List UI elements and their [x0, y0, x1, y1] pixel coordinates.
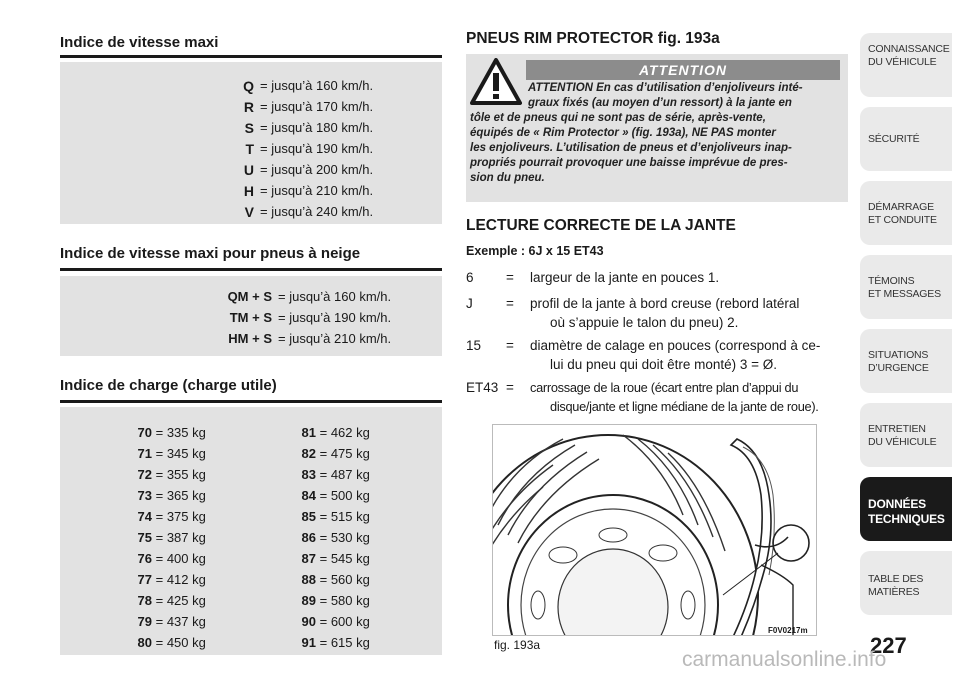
load-value: = 615 kg — [319, 635, 370, 650]
load-value: = 400 kg — [155, 551, 206, 566]
table-row — [294, 614, 370, 629]
speed-index-table — [60, 62, 442, 224]
tab-label: SÉCURITÉ — [868, 133, 920, 145]
tab-demarrage[interactable] — [860, 181, 952, 245]
section-rule — [60, 400, 442, 403]
tab-label: DONNÉES — [868, 497, 926, 511]
table-row — [130, 425, 206, 440]
speed-code: V — [244, 204, 254, 220]
attention-line: ATTENTION En cas d’utilisation d’enjoliveurs inté- — [528, 82, 803, 94]
tab-label: DÉMARRAGE — [868, 201, 934, 213]
section-rule — [60, 55, 442, 58]
load-code: 83 — [301, 467, 316, 482]
tab-table-des-matieres[interactable] — [860, 551, 952, 615]
table-row — [294, 551, 370, 566]
load-index-title: Indice de charge (charge utile) — [60, 377, 277, 394]
tab-connaissance[interactable] — [860, 33, 952, 97]
watermark: carmanualsonline.info — [682, 648, 887, 671]
definition-equals: = — [506, 270, 514, 285]
table-row — [130, 509, 206, 524]
tire-rim-illustration — [493, 425, 817, 636]
table-row — [294, 446, 370, 461]
tab-label: MATIÈRES — [868, 586, 920, 598]
rim-reading-title: LECTURE CORRECTE DE LA JANTE — [466, 217, 736, 234]
speed-value: = jusqu’à 200 km/h. — [260, 162, 374, 177]
attention-line: tôle et de pneus qui ne sont pas de série, après-vente, — [470, 112, 766, 124]
load-code: 89 — [301, 593, 316, 608]
table-row — [294, 488, 370, 503]
definition-text: où s’appuie le talon du pneu) 2. — [550, 315, 739, 330]
load-code: 81 — [301, 425, 316, 440]
table-row — [294, 467, 370, 482]
load-code: 84 — [301, 488, 316, 503]
speed-value: = jusqu’à 170 km/h. — [260, 99, 374, 114]
speed-value: = jusqu’à 190 km/h. — [260, 141, 374, 156]
load-value: = 412 kg — [155, 572, 206, 587]
speed-code: S — [244, 120, 254, 136]
snow-code: QM + S — [227, 289, 272, 304]
load-value: = 580 kg — [319, 593, 370, 608]
table-row — [294, 425, 370, 440]
load-code: 82 — [301, 446, 316, 461]
speed-value: = jusqu’à 160 km/h. — [260, 78, 374, 93]
attention-line: graux fixés (au moyen d’un ressort) à la jante en — [528, 97, 792, 109]
load-value: = 545 kg — [319, 551, 370, 566]
tab-label: ET MESSAGES — [868, 288, 941, 300]
tab-label: CONNAISSANCE — [868, 43, 950, 55]
load-index-table — [60, 407, 442, 655]
speed-code: R — [243, 99, 254, 115]
definition-term: 6 — [466, 270, 474, 285]
snow-value: = jusqu’à 210 km/h. — [278, 331, 392, 346]
attention-line: équipés de « Rim Protector » (fig. 193a), NE PAS monter — [470, 127, 776, 139]
load-value: = 462 kg — [319, 425, 370, 440]
definition-term: 15 — [466, 338, 482, 353]
page-number: 227 — [870, 633, 907, 658]
definition-text: profil de la jante à bord creuse (rebord latéral — [530, 296, 800, 311]
definition-text: disque/jante et ligne médiane de la jante de roue). — [550, 399, 819, 414]
table-row — [130, 572, 206, 587]
tab-label: DU VÉHICULE — [868, 56, 937, 68]
load-code: 70 — [137, 425, 152, 440]
definition-text: carrossage de la roue (écart entre plan d’appui du — [530, 380, 799, 395]
table-row — [130, 593, 206, 608]
load-value: = 475 kg — [319, 446, 370, 461]
load-code: 78 — [137, 593, 152, 608]
tab-label: D’URGENCE — [868, 362, 929, 374]
snow-index-table — [60, 276, 442, 356]
speed-index-title: Indice de vitesse maxi — [60, 34, 219, 51]
load-code: 77 — [137, 572, 152, 587]
snow-index-title: Indice de vitesse maxi pour pneus à neige — [60, 245, 361, 262]
attention-box — [466, 54, 848, 202]
snow-value: = jusqu’à 160 km/h. — [278, 289, 392, 304]
load-value: = 335 kg — [155, 425, 206, 440]
load-value: = 437 kg — [155, 614, 206, 629]
load-code: 85 — [301, 509, 316, 524]
load-value: = 450 kg — [155, 635, 206, 650]
attention-line: propriés pourrait provoquer une baisse imprévue de pres- — [470, 157, 788, 169]
load-value: = 515 kg — [319, 509, 370, 524]
table-row — [130, 488, 206, 503]
figure-caption: fig. 193a — [494, 638, 541, 652]
rim-protector-title: PNEUS RIM PROTECTOR fig. 193a — [466, 30, 720, 47]
attention-line: les enjoliveurs. L’utilisation de pneus et d’enjoliveurs inap- — [470, 142, 792, 154]
definition-text: largeur de la jante en pouces 1. — [530, 270, 720, 285]
load-code: 79 — [137, 614, 152, 629]
speed-value: = jusqu’à 210 km/h. — [260, 183, 374, 198]
figure-193a — [492, 424, 817, 636]
definition-equals: = — [506, 338, 514, 353]
tab-entretien[interactable] — [860, 403, 952, 467]
load-code: 87 — [301, 551, 316, 566]
attention-banner: ATTENTION — [526, 60, 840, 80]
attention-line: sion du pneu. — [470, 172, 545, 184]
load-code: 91 — [301, 635, 316, 650]
load-value: = 600 kg — [319, 614, 370, 629]
table-row — [294, 635, 370, 650]
load-code: 75 — [137, 530, 152, 545]
speed-code: H — [243, 183, 254, 199]
load-value: = 530 kg — [319, 530, 370, 545]
figure-code: F0V0217m — [768, 626, 808, 635]
definition-term: ET43 — [466, 380, 499, 395]
load-value: = 425 kg — [155, 593, 206, 608]
tab-temoins[interactable] — [860, 255, 952, 319]
load-value: = 355 kg — [155, 467, 206, 482]
tab-label: ENTRETIEN — [868, 423, 926, 435]
load-code: 72 — [137, 467, 152, 482]
definition-equals: = — [506, 380, 514, 395]
table-row — [294, 530, 370, 545]
tab-label: TABLE DES — [868, 573, 924, 585]
load-code: 80 — [137, 635, 152, 650]
definition-text: lui du pneu qui doit être monté) 3 = Ø. — [550, 357, 778, 372]
load-code: 73 — [137, 488, 152, 503]
load-code: 90 — [301, 614, 316, 629]
speed-value: = jusqu’à 180 km/h. — [260, 120, 374, 135]
rim-example: Exemple : 6J x 15 ET43 — [466, 244, 604, 258]
load-code: 74 — [137, 509, 152, 524]
load-value: = 375 kg — [155, 509, 206, 524]
load-code: 71 — [137, 446, 152, 461]
speed-code: U — [243, 162, 254, 178]
tab-situations[interactable] — [860, 329, 952, 393]
tab-label: ET CONDUITE — [868, 214, 937, 226]
snow-code: TM + S — [229, 310, 272, 325]
tab-label: SITUATIONS — [868, 349, 929, 361]
speed-code: Q — [243, 78, 254, 94]
tab-label: TÉMOINS — [868, 275, 915, 287]
snow-value: = jusqu’à 190 km/h. — [278, 310, 392, 325]
load-code: 76 — [137, 551, 152, 566]
speed-code: T — [245, 141, 254, 157]
table-row — [130, 446, 206, 461]
load-value: = 345 kg — [155, 446, 206, 461]
table-row — [130, 614, 206, 629]
table-row — [130, 635, 206, 650]
definition-equals: = — [506, 296, 514, 311]
table-row — [294, 509, 370, 524]
table-row — [130, 551, 206, 566]
load-value: = 500 kg — [319, 488, 370, 503]
definition-term: J — [466, 296, 473, 311]
load-value: = 560 kg — [319, 572, 370, 587]
warning-triangle-icon — [470, 58, 522, 106]
table-row — [130, 530, 206, 545]
load-value: = 365 kg — [155, 488, 206, 503]
load-value: = 387 kg — [155, 530, 206, 545]
load-value: = 487 kg — [319, 467, 370, 482]
table-row — [294, 593, 370, 608]
snow-code: HM + S — [228, 331, 272, 346]
load-code: 88 — [301, 572, 316, 587]
tab-donnees-techniques[interactable] — [860, 477, 952, 541]
definition-text: diamètre de calage en pouces (correspond à ce- — [530, 338, 821, 353]
tab-securite[interactable] — [860, 107, 952, 171]
load-code: 86 — [301, 530, 316, 545]
section-rule — [60, 268, 442, 271]
tab-label: TECHNIQUES — [868, 512, 945, 526]
table-row — [130, 467, 206, 482]
tab-label: DU VÉHICULE — [868, 436, 937, 448]
speed-value: = jusqu’à 240 km/h. — [260, 204, 374, 219]
table-row — [294, 572, 370, 587]
